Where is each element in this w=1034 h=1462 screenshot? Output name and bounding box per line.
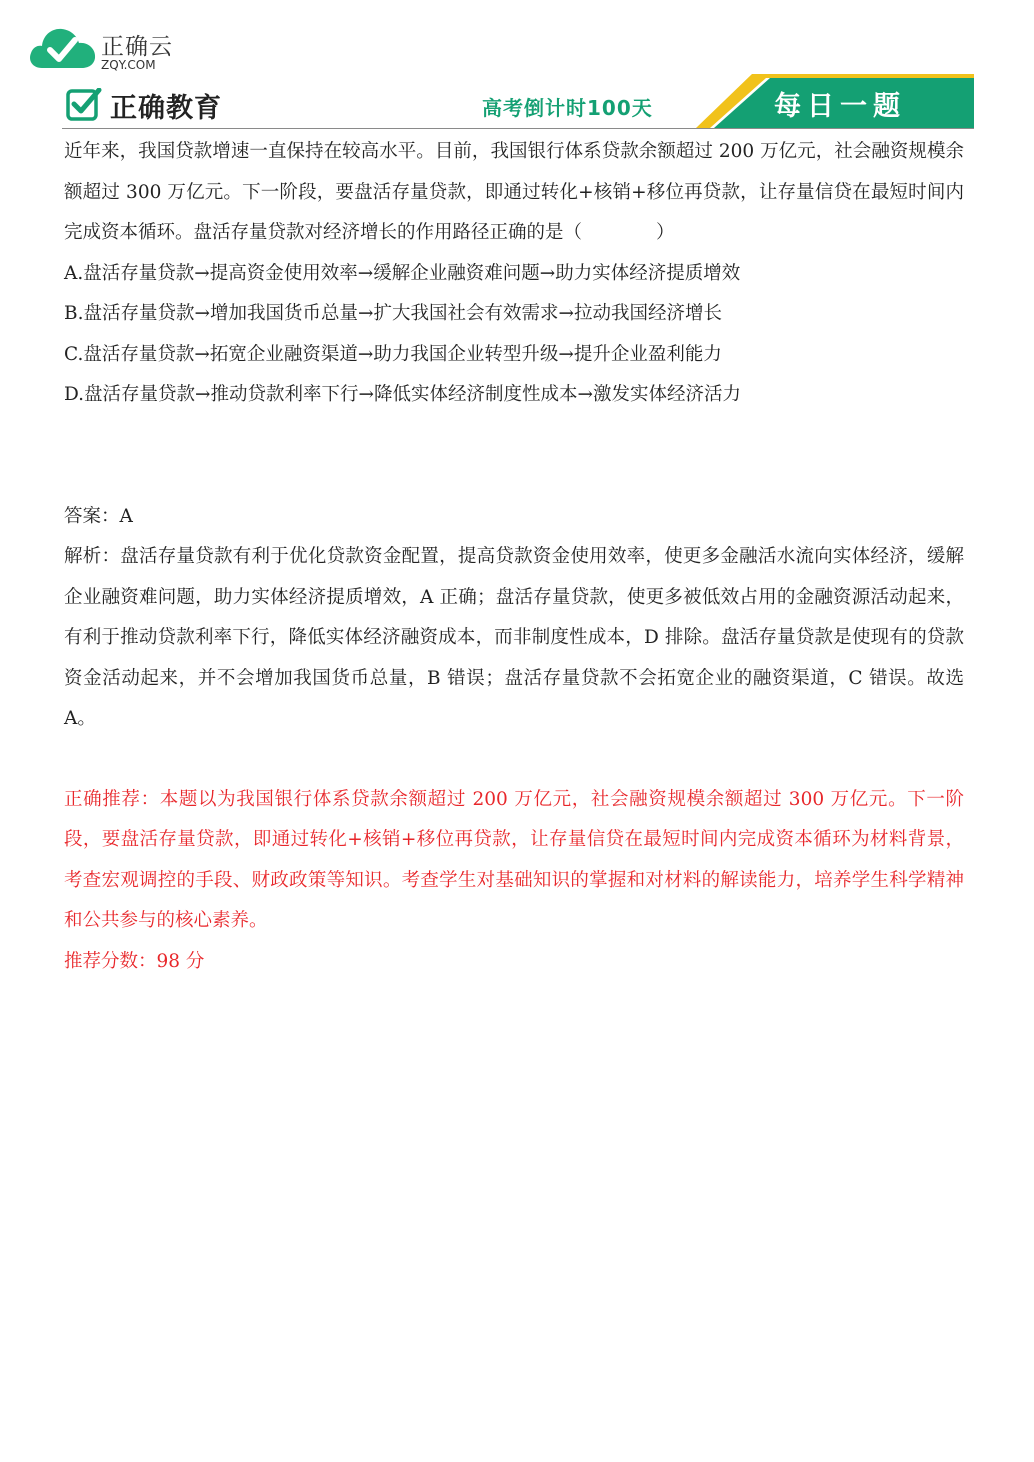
daily-label: 每日一题 <box>774 91 906 122</box>
logo-en: ZQY.COM <box>101 58 156 72</box>
countdown-label: 高考倒计时100天 <box>482 96 653 120</box>
question-content <box>64 132 964 982</box>
question-stem: 近年来，我国贷款增速一直保持在较高水平。目前，我国银行体系贷款余额超过 200 万亿元，社会融资规模余额超过 300 万亿元。下一阶段，要盘活存量贷款，即通过转化+核销+移位再贷款，让存量信贷在最短时间内完成资本循环。盘活存量贷款对经济增长的作用路径正确的是（ ） <box>64 141 964 243</box>
zqy-logo <box>28 22 188 78</box>
option-d: D.盘活存量贷款→推动贷款利率下行→降低实体经济制度性成本→激发实体经济活力 <box>64 384 742 405</box>
checkbox-check-icon <box>66 88 102 122</box>
page-header <box>62 74 974 130</box>
cloud-check-icon <box>28 22 98 74</box>
analysis-text: 解析：盘活存量贷款有利于优化贷款资金配置，提高贷款资金使用效率，使更多金融活水流向实体经济，缓解企业融资难问题，助力实体经济提质增效，A 正确；盘活存量贷款，使更多被低效占用的金融资源活动起来，有利于推动贷款利率下行，降低实体经济融资成本，而非制度性成本，D 排除。盘活存量贷款是使现有的贷款资金活动起来，并不会增加我国货币总量，B 错误；盘活存量贷款不会拓宽企业的融资渠道，C 错误。故选 A。 <box>64 546 964 729</box>
recommend-text: 正确推荐：本题以为我国银行体系贷款余额超过 200 万亿元，社会融资规模余额超过 300 万亿元。下一阶段，要盘活存量贷款，即通过转化+核销+移位再贷款，让存量信贷在最短时间内完成资本循环为材料背景，考查宏观调控的手段、财政政策等知识。考查学生对基础知识的掌握和对材料的解读能力，培养学生科学精神和公共参与的核心素养。 <box>64 788 964 931</box>
recommend-score: 推荐分数：98 分 <box>64 950 205 972</box>
answer-line: 答案：A <box>64 505 133 527</box>
logo-cn: 正确云 <box>101 34 173 60</box>
option-a: A.盘活存量贷款→提高资金使用效率→缓解企业融资难问题→助力实体经济提质增效 <box>64 262 741 284</box>
edu-name: 正确教育 <box>110 93 222 124</box>
header-divider <box>62 128 974 129</box>
option-c: C.盘活存量贷款→拓宽企业融资渠道→助力我国企业转型升级→提升企业盈利能力 <box>64 343 722 365</box>
option-b: B.盘活存量贷款→增加我国货币总量→扩大我国社会有效需求→拉动我国经济增长 <box>64 303 722 324</box>
